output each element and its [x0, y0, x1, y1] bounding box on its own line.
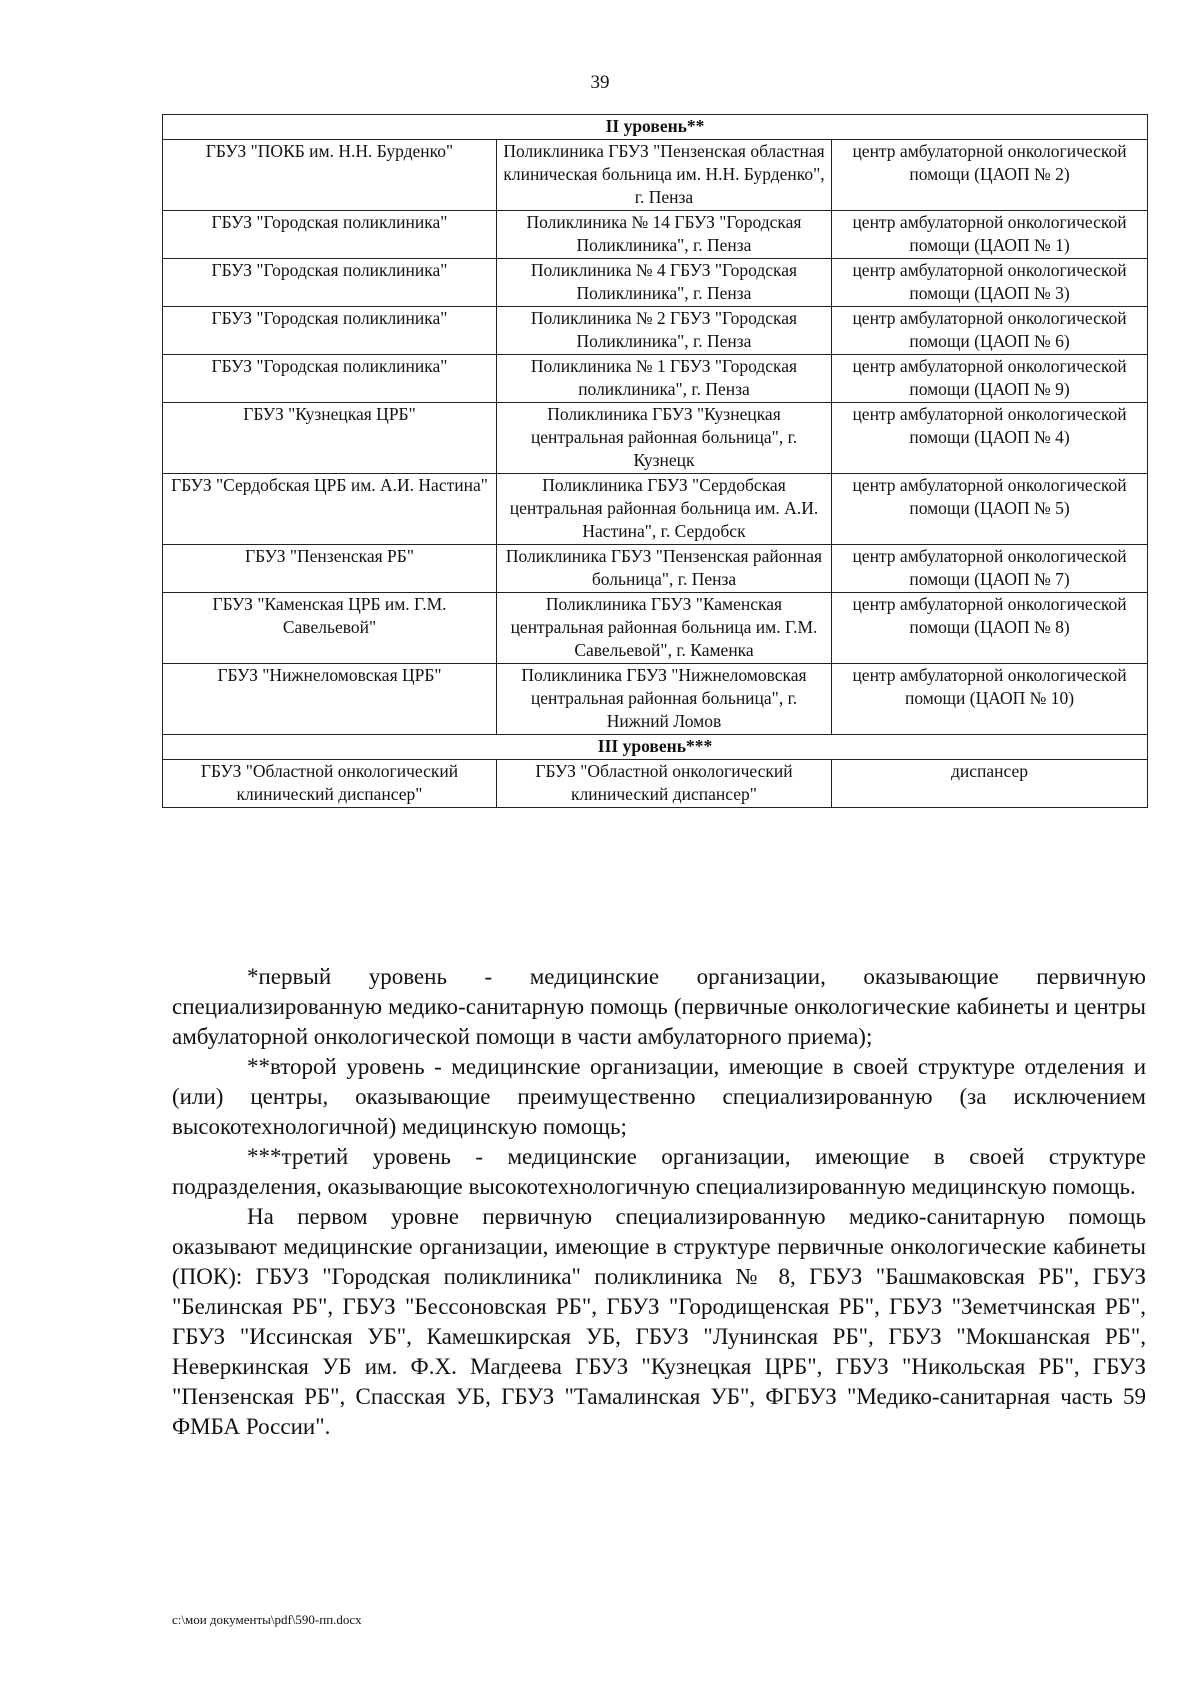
cell-type: центр амбулаторной онкологической помощи (ЦАОП № 7) — [832, 545, 1148, 593]
cell-org: ГБУЗ "Городская поликлиника" — [163, 259, 497, 307]
cell-org: ГБУЗ "Пензенская РБ" — [163, 545, 497, 593]
cell-unit: Поликлиника № 2 ГБУЗ "Городская Поликлиника", г. Пенза — [497, 307, 832, 355]
table-row — [163, 474, 1148, 545]
cell-unit: Поликлиника № 4 ГБУЗ "Городская Поликлиника", г. Пенза — [497, 259, 832, 307]
cell-unit: Поликлиника № 1 ГБУЗ "Городская поликлиника", г. Пенза — [497, 355, 832, 403]
cell-org: ГБУЗ "ПОКБ им. Н.Н. Бурденко" — [163, 140, 497, 211]
page-number: 39 — [590, 72, 610, 93]
level-heading: II уровень** — [163, 115, 1148, 140]
cell-unit: Поликлиника ГБУЗ "Нижнеломовская центральная районная больница", г. Нижний Ломов — [497, 664, 832, 735]
table-row — [163, 259, 1148, 307]
table-body — [163, 115, 1148, 808]
cell-org: ГБУЗ "Городская поликлиника" — [163, 307, 497, 355]
note-level-2: **второй уровень - медицинские организации, имеющие в своей структуре отделения и (или) центры, оказывающие преимущественно специализированную (за исключением высокотехнологичной) медицинскую помощь; — [172, 1054, 1146, 1139]
cell-org: ГБУЗ "Городская поликлиника" — [163, 211, 497, 259]
cell-org: ГБУЗ "Сердобская ЦРБ им. А.И. Настина" — [163, 474, 497, 545]
cell-type: центр амбулаторной онкологической помощи (ЦАОП № 3) — [832, 259, 1148, 307]
cell-type: центр амбулаторной онкологической помощи (ЦАОП № 5) — [832, 474, 1148, 545]
cell-unit: Поликлиника ГБУЗ "Кузнецкая центральная районная больница", г. Кузнецк — [497, 403, 832, 474]
cell-org: ГБУЗ "Областной онкологический клинический диспансер" — [163, 760, 497, 808]
cell-type: центр амбулаторной онкологической помощи (ЦАОП № 6) — [832, 307, 1148, 355]
table-row — [163, 403, 1148, 474]
table-row — [163, 593, 1148, 664]
table-row — [163, 211, 1148, 259]
cell-unit: ГБУЗ "Областной онкологический клинический диспансер" — [497, 760, 832, 808]
cell-type: центр амбулаторной онкологической помощи (ЦАОП № 4) — [832, 403, 1148, 474]
cell-type: центр амбулаторной онкологической помощи (ЦАОП № 2) — [832, 140, 1148, 211]
level-heading: III уровень*** — [163, 735, 1148, 760]
note-level-3: ***третий уровень - медицинские организации, имеющие в своей структуре подразделения, оказывающие высокотехнологичную специализированную медицинскую помощь. — [172, 1144, 1146, 1199]
cell-unit: Поликлиника ГБУЗ "Сердобская центральная районная больница им. А.И. Настина", г. Сердобск — [497, 474, 832, 545]
table-row — [163, 355, 1148, 403]
organizations-table — [162, 114, 1148, 808]
cell-unit: Поликлиника № 14 ГБУЗ "Городская Поликлиника", г. Пенза — [497, 211, 832, 259]
level-heading-row — [163, 735, 1148, 760]
table-row — [163, 760, 1148, 808]
cell-type: центр амбулаторной онкологической помощи (ЦАОП № 1) — [832, 211, 1148, 259]
first-level-paragraph: На первом уровне первичную специализированную медико-санитарную помощь оказывают медицинские организации, имеющие в структуре первичные онкологические кабинеты (ПОК): ГБУЗ "Городская поликлиника" поликлиника № 8, ГБУЗ "Башмаковская РБ", ГБУЗ "Белинская РБ", ГБУЗ "Бессоновская РБ", ГБУЗ "Городищенская РБ", ГБУЗ "Земетчинская РБ", ГБУЗ "Иссинская УБ", Камешкирская УБ, ГБУЗ "Лунинская РБ", ГБУЗ "Мокшанская РБ", Неверкинская УБ им. Ф.Х. Магдеева ГБУЗ "Кузнецкая ЦРБ", ГБУЗ "Никольская РБ", ГБУЗ "Пензенская РБ", Спасская УБ, ГБУЗ "Тамалинская УБ", ФГБУЗ "Медико-санитарная часть 59 ФМБА России". — [172, 1204, 1146, 1439]
cell-type: центр амбулаторной онкологической помощи (ЦАОП № 10) — [832, 664, 1148, 735]
table-row — [163, 664, 1148, 735]
cell-org: ГБУЗ "Нижнеломовская ЦРБ" — [163, 664, 497, 735]
cell-type: центр амбулаторной онкологической помощи (ЦАОП № 9) — [832, 355, 1148, 403]
cell-org: ГБУЗ "Каменская ЦРБ им. Г.М. Савельевой" — [163, 593, 497, 664]
footer-file-path: c:\мои документы\pdf\590-пп.docx — [172, 1612, 362, 1627]
cell-org: ГБУЗ "Городская поликлиника" — [163, 355, 497, 403]
cell-unit: Поликлиника ГБУЗ "Каменская центральная районная больница им. Г.М. Савельевой", г. Каменка — [497, 593, 832, 664]
note-level-1: *первый уровень - медицинские организации, оказывающие первичную специализированную медико-санитарную помощь (первичные онкологические кабинеты и центры амбулаторной онкологической помощи в части амбулаторного приема); — [172, 964, 1146, 1049]
table-row — [163, 307, 1148, 355]
cell-type: центр амбулаторной онкологической помощи (ЦАОП № 8) — [832, 593, 1148, 664]
table-row — [163, 140, 1148, 211]
cell-type: диспансер — [832, 760, 1148, 808]
level-heading-row — [163, 115, 1148, 140]
cell-unit: Поликлиника ГБУЗ "Пензенская областная клиническая больница им. Н.Н. Бурденко", г. Пенза — [497, 140, 832, 211]
table-row — [163, 545, 1148, 593]
notes-text — [172, 962, 1146, 1442]
cell-unit: Поликлиника ГБУЗ "Пензенская районная больница", г. Пенза — [497, 545, 832, 593]
cell-org: ГБУЗ "Кузнецкая ЦРБ" — [163, 403, 497, 474]
